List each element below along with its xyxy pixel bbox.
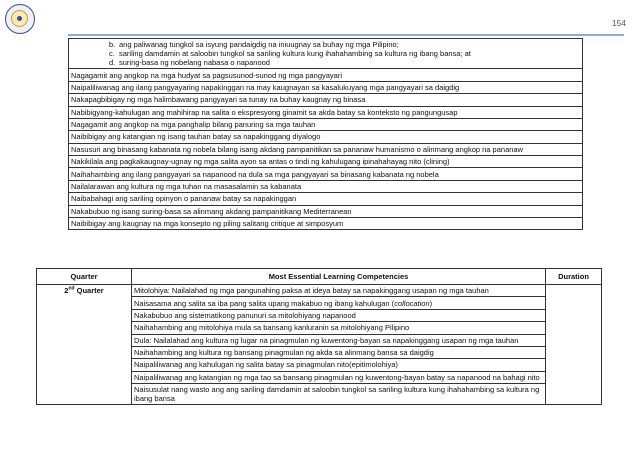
- competency-cell: Nagagamit ang angkop na mga panghalip bilang panuring sa mga tauhan: [69, 118, 583, 130]
- competency-text: Naisasama ang salita sa iba pang salita upang makabuo ng ibang kahulugan (: [134, 298, 395, 308]
- table-row: [69, 143, 583, 155]
- competencies-table-continued: [68, 38, 583, 230]
- sub-item-letter: d.: [109, 58, 116, 68]
- sub-item-text: suring-basa ng nobelang nabasa o napanood: [119, 58, 270, 68]
- table-row: [69, 39, 583, 69]
- competency-cell: [132, 297, 546, 309]
- competency-cell: Nailalarawan ang kultura ng mga tuhan na masasalamin sa kabanata: [69, 180, 583, 192]
- quarter-suffix: nd: [68, 285, 75, 292]
- quarter-label: Quarter: [74, 286, 104, 296]
- page-number: 154: [611, 18, 626, 28]
- seal-emblem: [11, 10, 28, 27]
- competency-cell: Naibabahagi ang sariling opinyon o pananaw batay sa napakinggan: [69, 193, 583, 205]
- table-row: [69, 94, 583, 106]
- header-quarter: Quarter: [37, 269, 132, 285]
- table-row: [69, 81, 583, 93]
- header-duration: Duration: [546, 269, 602, 285]
- competency-cell: Naibibigay ang katangian ng isang tauhan batay sa napakinggang diyalogo: [69, 131, 583, 143]
- sub-item: [71, 40, 580, 49]
- table-row: [69, 180, 583, 192]
- table-row: [69, 106, 583, 118]
- sub-item-letter: c.: [109, 49, 115, 59]
- sub-item-text: ang paliwanag tungkol sa isyung pandaigdig na iniuugnay sa buhay ng mga Pilipino;: [119, 40, 399, 50]
- deped-seal-logo: [5, 4, 35, 34]
- competency-cell: Naisusulat nang wasto ang ang sariling damdamin at saloobin tungkol sa sariling kultura kung ihahahambing sa kultura ng ibang bansa: [132, 384, 546, 405]
- competency-cell: Nakikilala ang pagkakaugnay-ugnay ng mga salita ayon sa antas o tindi ng kahulugang ipinahahayag nito (clining): [69, 156, 583, 168]
- quarter-number: 2: [64, 286, 69, 296]
- competency-cell: Naipaliliwanag ang kahulugan ng salita batay sa pinagmulan nito(epitimolohiya): [132, 359, 546, 371]
- table-row: [69, 205, 583, 217]
- competency-cell: Nakabubuo ang sistematikong panunuri sa mitolohiyang napanood: [132, 309, 546, 321]
- competency-italic-term: collocation: [394, 298, 430, 308]
- competency-cell: Naihahambing ang ilang pangyayari sa napanood na dula sa mga pangyayari sa binasang kabanata ng nobela: [69, 168, 583, 180]
- header-divider: [68, 34, 624, 36]
- table-row: [69, 217, 583, 229]
- table-row: [37, 285, 602, 297]
- header-melc: Most Essential Learning Competencies: [132, 269, 546, 285]
- table-row: [69, 118, 583, 130]
- table-row: [69, 131, 583, 143]
- competency-cell: Naibibigay ang kaugnay na mga konsepto ng piling salitang critique at simposyum: [69, 217, 583, 229]
- competency-cell: Naipaliliwanag ang katangian ng mga tao sa bansang pinagmulan ng kuwentong-bayan batay sa napanood na bahagi nito: [132, 371, 546, 383]
- duration-cell: [546, 285, 602, 405]
- competency-cell: Nakapagbibigay ng mga halimbawang pangyayari sa tunay na buhay kaugnay ng binasa: [69, 94, 583, 106]
- sub-item-text: sariling damdamin at saloobin tungkol sa sariling kultura kung ihahahambing sa kultura ng ibang bansa; at: [119, 49, 471, 59]
- table-header-row: [37, 269, 602, 285]
- quarter-cell: [37, 285, 132, 405]
- table-row: [69, 69, 583, 81]
- melc-table: [36, 268, 602, 405]
- sub-items-cell: [69, 39, 583, 69]
- competency-cell: Dula: Nailalahad ang kultura ng lugar na pinagmulan ng kuwentong-bayan sa napakinggang usapan ng mga tauhan: [132, 334, 546, 346]
- sub-item-letter: b.: [109, 40, 116, 50]
- sub-item: [71, 49, 580, 58]
- competency-cell: Nabibigyang-kahulugan ang mahihirap na salita o ekspresyong ginamit sa akda batay sa konteksto ng pangungusap: [69, 106, 583, 118]
- competency-cell: Nakabubuo ng isang suring-basa sa alinmang akdang pampanitikang Mediterranean: [69, 205, 583, 217]
- seal-center: [17, 16, 22, 21]
- table-row: [69, 193, 583, 205]
- competency-cell: Nagagamit ang angkop na mga hudyat sa pagsusunod-sunod ng mga pangyayari: [69, 69, 583, 81]
- competency-text-end: ): [429, 298, 433, 308]
- competency-cell: Naihahambing ang kultura ng bansang pinagmulan ng akda sa alinmang bansa sa daigdig: [132, 346, 546, 358]
- table-row: [69, 156, 583, 168]
- competency-cell: Naipaliliwanag ang ilang pangyayaring napakinggan na may kaugnayan sa kasalukuyang mga pangyayari sa daigdig: [69, 81, 583, 93]
- sub-item: [71, 58, 580, 67]
- competency-cell: Mitolohiya: Nailalahad ng mga pangunahing paksa at ideya batay sa napakinggang usapan ng mga tauhan: [132, 285, 546, 297]
- table-row: [69, 168, 583, 180]
- competency-cell: Naihahambing ang mitolohiya mula sa bansang kanluranin sa mitolohiyang Pilipino: [132, 322, 546, 334]
- competency-cell: Nasusuri ang binasang kabanata ng nobela bilang isang akdang pampanitikan sa pananaw humanismo o alinmang angkop na pananaw: [69, 143, 583, 155]
